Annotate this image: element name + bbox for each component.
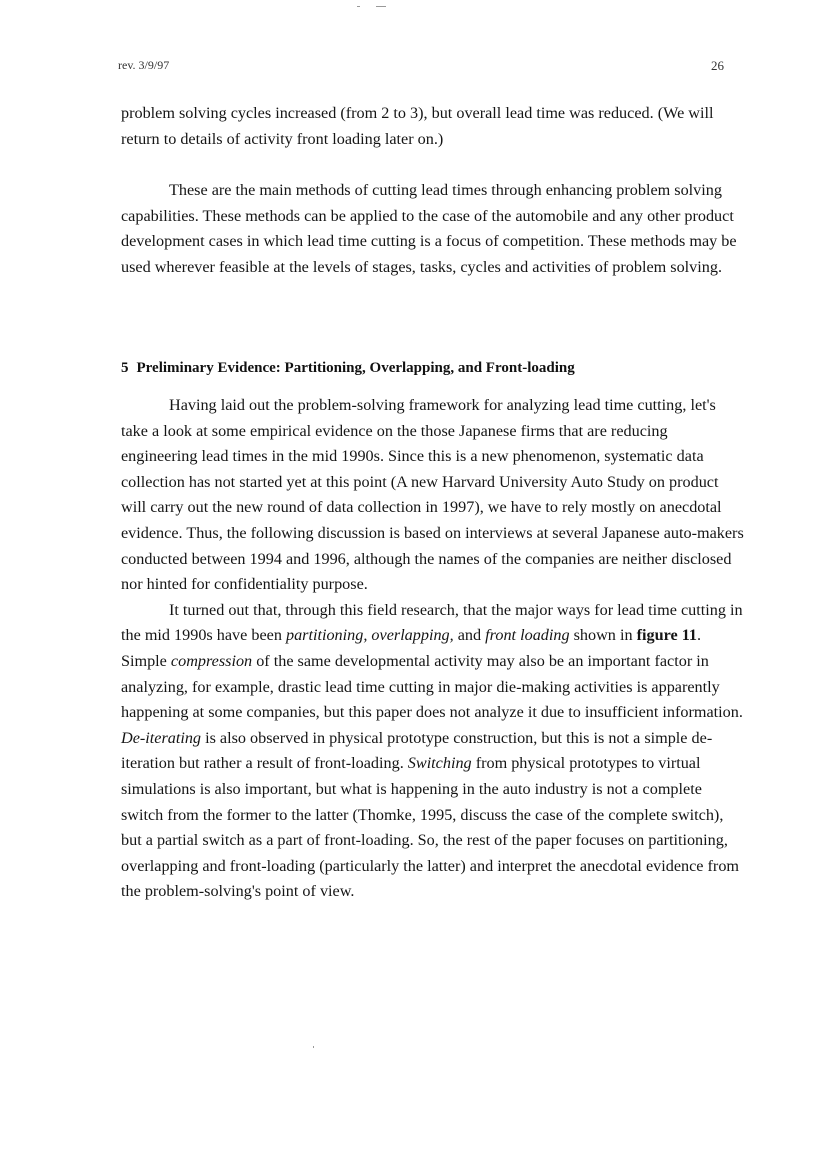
- italic-term: partitioning, overlapping,: [285, 626, 454, 645]
- section-number: 5: [121, 360, 129, 376]
- figure-reference: figure 11: [636, 626, 697, 645]
- section-body: [121, 393, 746, 905]
- paragraph-text: problem solving cycles increased (from 2 to 3), but overall lead time was reduced. (We will return to details of activity front loading later on.): [121, 104, 714, 148]
- text-run: is also observed in physical prototype construction, but this is not a simple de-iteration but rather a result of front-loading.: [121, 728, 713, 773]
- text-run: . Simple: [121, 626, 702, 670]
- scan-speck: [376, 6, 386, 7]
- italic-term: De-iterating: [121, 728, 202, 747]
- text-run: of the same developmental activity may also be an important factor in analyzing, for example, drastic lead time cutting in major die-making activities is apparently happening at some companies, but this paper does not analyze it due to insufficient information.: [121, 651, 743, 722]
- italic-term: Switching: [407, 754, 472, 773]
- paragraph-text: These are the main methods of cutting lead times through enhancing problem solving capabilities. These methods can be applied to the case of the automobile and any other product development cases in which lead time cutting is a focus of competition. These methods may be used wherever feasible at the levels of stages, tasks, cycles and activities of problem solving.: [121, 181, 737, 276]
- text-run: from physical prototypes to virtual simulations is also important, but what is happening in the auto industry is not a complete switch from the former to the latter (Thomke, 1995, discuss the case of the complete switch), but a partial switch as a part of front-loading. So, the rest of the paper focuses on partitioning, overlapping and front-loading (particularly the latter) and interpret the anecdotal evidence from the problem-solving's point of view.: [121, 754, 740, 901]
- scan-speck: [357, 6, 360, 7]
- section-title: Preliminary Evidence: Partitioning, Overlapping, and Front-loading: [136, 360, 575, 376]
- page-number: 26: [711, 58, 724, 73]
- paragraph-continuation: [121, 101, 746, 152]
- paragraph-lead-time-methods: [121, 598, 746, 905]
- text-run: shown in: [569, 626, 637, 645]
- paragraph-evidence-intro: Having laid out the problem-solving framework for analyzing lead time cutting, let's take a look at some empirical evidence on the those Japanese firms that are reducing engineering lead times in the mid 1990s. Since this is a new phenomenon, systematic data collection has not started yet at this point (A new Harvard University Auto Study on product will carry out the new round of data collection in 1997), we have to rely mostly on anecdotal evidence. Thus, the following discussion is based on interviews at several Japanese auto-makers conducted between 1994 and 1996, although the names of the companies are neither disclosed nor hinted for confidentiality purpose.: [121, 396, 744, 594]
- page-header: [118, 58, 724, 78]
- section-heading: [121, 360, 575, 377]
- scan-speck: [313, 1046, 314, 1048]
- text-run: and: [453, 626, 486, 645]
- paragraph-methods-summary: [121, 178, 746, 280]
- italic-term: compression: [170, 651, 253, 670]
- revision-date: rev. 3/9/97: [118, 58, 170, 72]
- text-run: It turned out that, through this field research, that the major ways for lead time cutting in the mid 1990s have been: [121, 600, 743, 645]
- italic-term: front loading: [485, 626, 570, 645]
